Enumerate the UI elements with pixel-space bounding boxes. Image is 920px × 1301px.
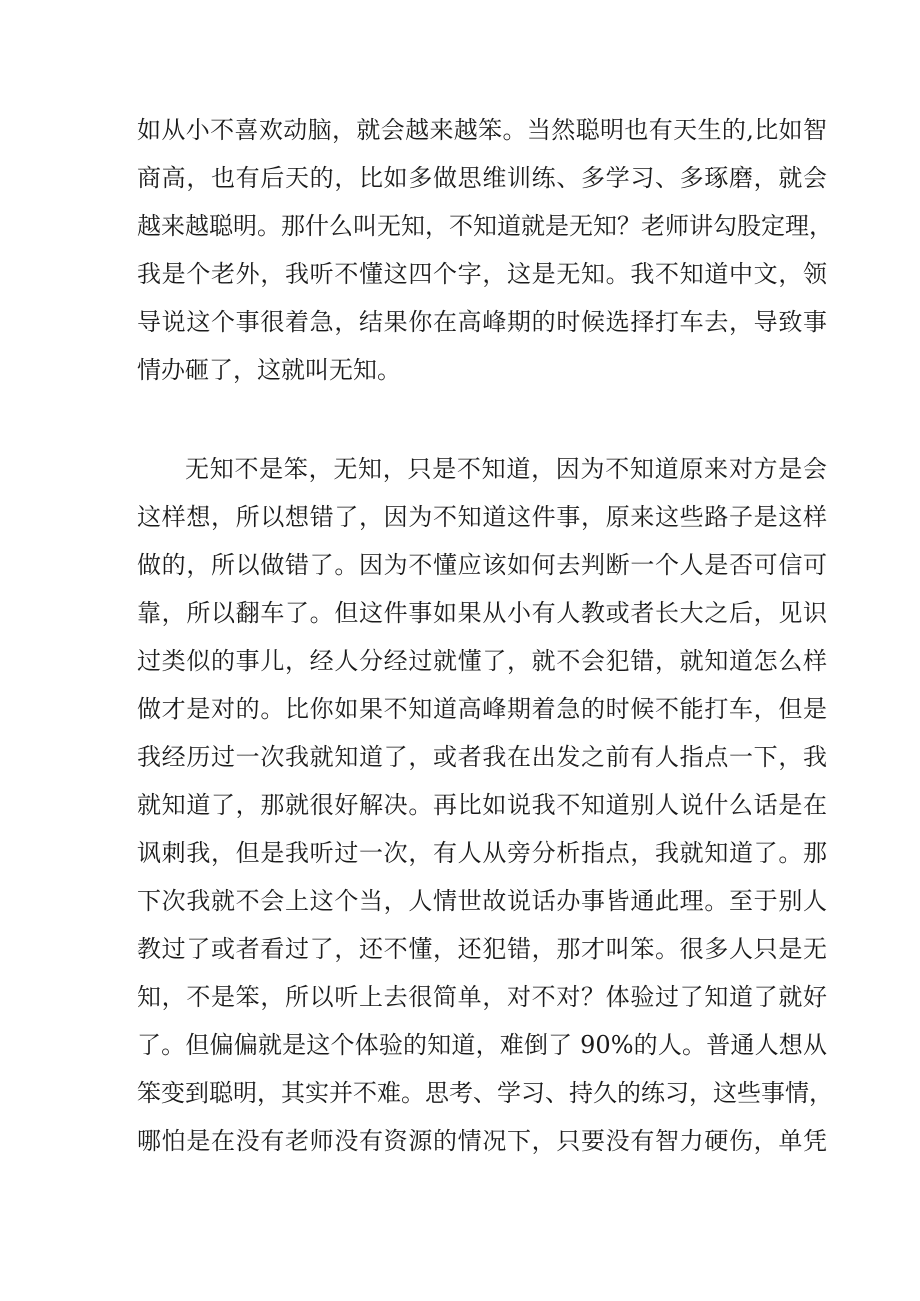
paragraph-2-line-13: 了。但偏偏就是这个体验的知道，难倒了 90%的人。普通人想从 (137, 1031, 827, 1059)
paragraph-1-line-1: 如从小不喜欢动脑，就会越来越笨。当然聪明也有天生的,比如智 (137, 116, 827, 144)
paragraph-2-line-15: 哪怕是在没有老师没有资源的情况下，只要没有智力硬伤，单凭 (137, 1127, 827, 1155)
paragraph-2-line-4: 靠，所以翻车了。但这件事如果从小有人教或者长大之后，见识 (137, 599, 827, 627)
paragraph-2-line-10: 下次我就不会上这个当，人情世故说话办事皆通此理。至于别人 (137, 887, 827, 915)
paragraph-2-line-14: 笨变到聪明，其实并不难。思考、学习、持久的练习，这些事情， (137, 1079, 833, 1107)
paragraph-1-line-6: 情办砸了，这就叫无知。 (137, 356, 401, 384)
paragraph-2-line-7: 我经历过一次我就知道了，或者我在出发之前有人指点一下，我 (137, 743, 827, 771)
paragraph-2-line-8: 就知道了，那就很好解决。再比如说我不知道别人说什么话是在 (137, 791, 827, 819)
paragraph-2-line-11: 教过了或者看过了，还不懂，还犯错，那才叫笨。很多人只是无 (137, 935, 827, 963)
paragraph-1-line-3: 越来越聪明。那什么叫无知，不知道就是无知？老师讲勾股定理， (137, 212, 833, 240)
paragraph-1-line-5: 导说这个事很着急，结果你在高峰期的时候选择打车去，导致事 (137, 308, 827, 336)
paragraph-2-line-3: 做的，所以做错了。因为不懂应该如何去判断一个人是否可信可 (137, 551, 827, 579)
paragraph-2-line-9: 讽刺我，但是我听过一次，有人从旁分析指点，我就知道了。那 (137, 839, 827, 867)
paragraph-1-line-4: 我是个老外，我听不懂这四个字，这是无知。我不知道中文，领 (137, 260, 827, 288)
paragraph-2-line-1: 无知不是笨，无知，只是不知道，因为不知道原来对方是会 (185, 455, 827, 483)
paragraph-2-line-5: 过类似的事儿，经人分经过就懂了，就不会犯错，就知道怎么样 (137, 647, 827, 675)
paragraph-1-line-2: 商高，也有后天的，比如多做思维训练、多学习、多琢磨，就会 (137, 164, 827, 192)
paragraph-2-line-12: 知，不是笨，所以听上去很简单，对不对？体验过了知道了就好 (137, 983, 827, 1011)
paragraph-2-line-6: 做才是对的。比你如果不知道高峰期着急的时候不能打车，但是 (137, 695, 827, 723)
paragraph-2-line-2: 这样想，所以想错了，因为不知道这件事，原来这些路子是这样 (137, 503, 827, 531)
